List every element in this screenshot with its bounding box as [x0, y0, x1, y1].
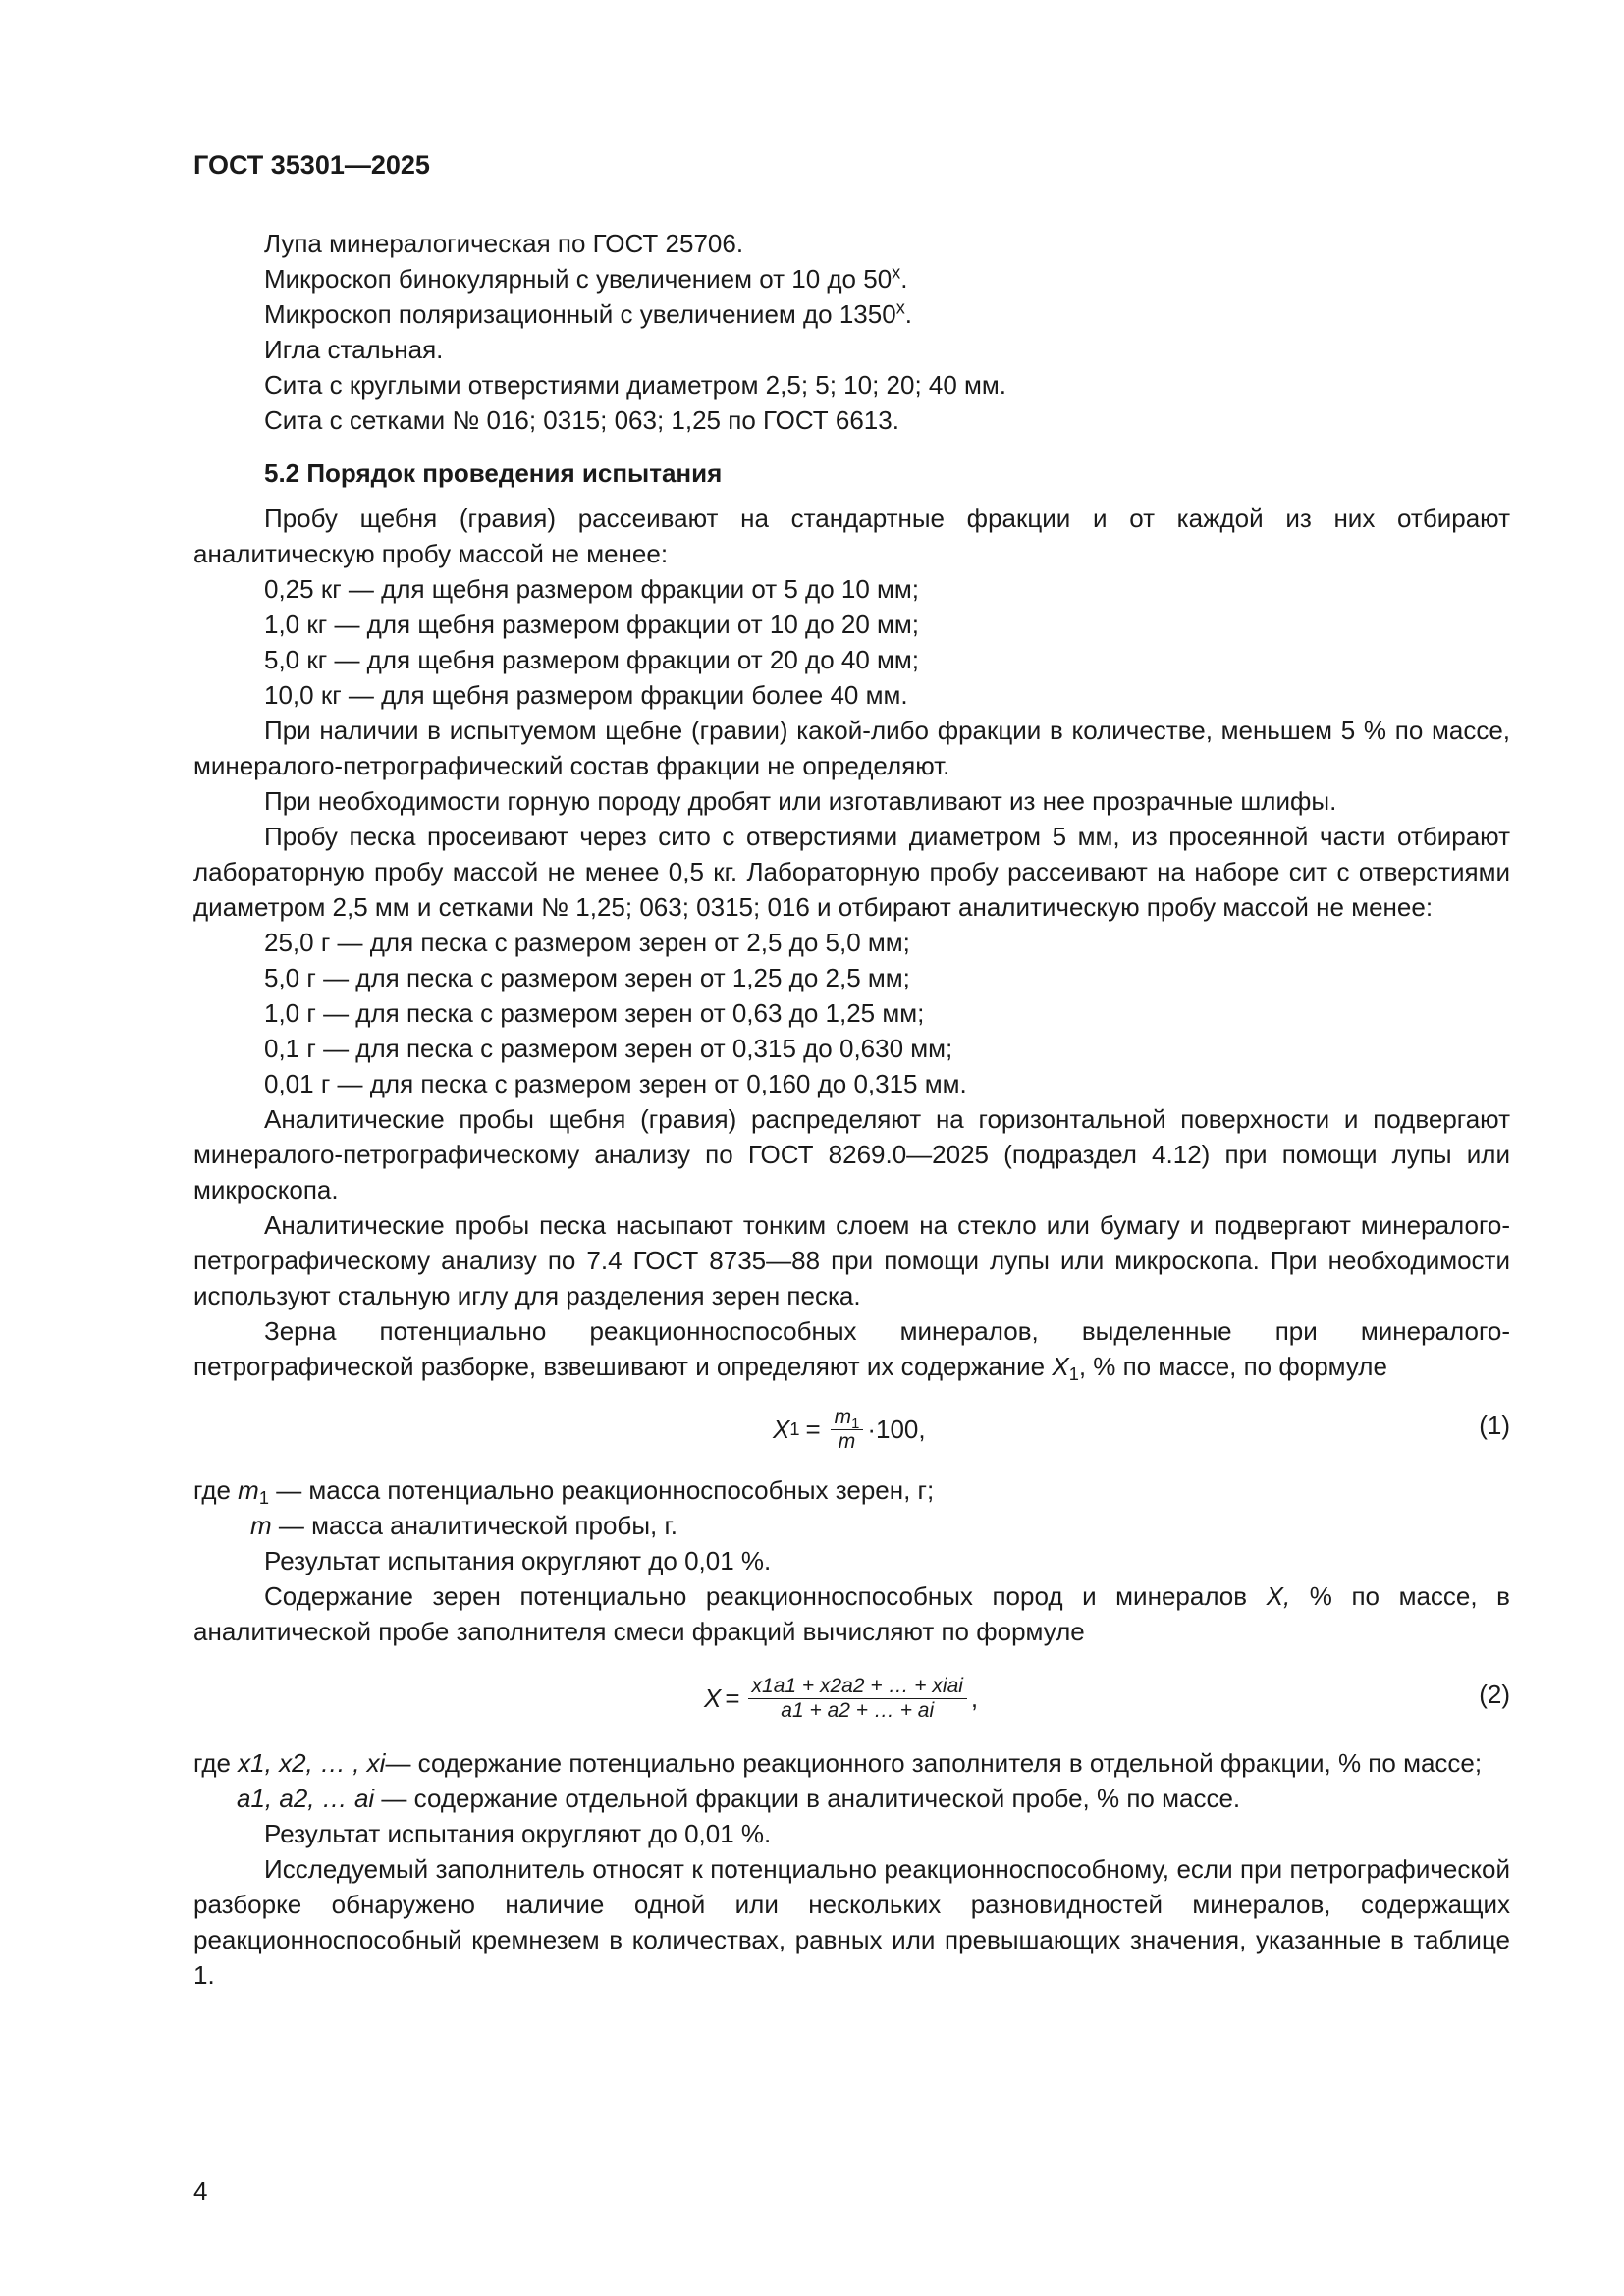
list-item: 10,0 кг — для щебня размером фракции более 40 мм.	[264, 680, 908, 710]
paragraph: Пробу песка просеивают через сито с отверстиями диаметром 5 мм, из просеянной части отбирают лабораторную пробу массой не менее 0,5 кг. Лабораторную пробу рассеивают на наборе сит с отверстиями диаметром 2,5 мм и сетками № 1,25; 063; 0315; 016 и отбирают аналитическую пробу массой не менее:	[193, 822, 1510, 922]
paragraph: При наличии в испытуемом щебне (гравии) какой-либо фракции в количестве, меньшем 5 % по массе, минералого-петрографический состав фракции не определяют.	[193, 716, 1510, 780]
formula-2-expression: X = $\frac{\text{x1a1 + x2a2 + … + xiai}}{a1 + a2 + \dots + ai}$ ,	[704, 1674, 979, 1722]
equipment-list	[193, 226, 1510, 438]
where-block-2	[193, 1745, 1510, 1816]
paragraph: Исследуемый заполнитель относят к потенциально реакционноспособному, если при петрографической разборке обнаружено наличие одной или нескольких разновидностей минералов, содержащих реакционноспособный кремнезем в количествах, равных или превышающих значения, указанные в таблице 1.	[193, 1854, 1510, 1990]
list-item: 5,0 кг — для щебня размером фракции от 20 до 40 мм;	[264, 645, 920, 674]
paragraph: Результат испытания округляют до 0,01 %.	[264, 1819, 772, 1848]
equipment-item: Лупа минералогическая по ГОСТ 25706.	[264, 229, 744, 258]
where-item: где $m_1$ — масса потенциально реакционноспособных зерен, г;	[193, 1475, 935, 1508]
list-item: 5,0 г — для песка с размером зерен от 1,25 до 2,5 мм;	[264, 963, 910, 992]
paragraph: Аналитические пробы песка насыпают тонким слоем на стекло или бумагу и подвергают минералого-петрографическому анализу по 7.4 ГОСТ 8735—88 при помощи лупы или микроскопа. При необходимости используют стальную иглу для разделения зерен песка.	[193, 1210, 1510, 1310]
equipment-item: Микроскоп бинокулярный с увеличением от 10 до 50$^x$.	[264, 262, 908, 294]
gravel-list	[193, 571, 1510, 713]
list-item: 1,0 г — для песка с размером зерен от 0,63 до 1,25 мм;	[264, 998, 925, 1028]
formula-1	[193, 1398, 1510, 1461]
list-item: 0,01 г — для песка с размером зерен от 0,160 до 0,315 мм.	[264, 1069, 967, 1098]
page-number: 4	[193, 2176, 208, 2206]
paragraph: Зерна потенциально реакционноспособных минералов, выделенные при минералого-петрографической разборке, взвешивают и определяют их содержание $X_1$, % по массе, по формуле	[193, 1316, 1510, 1384]
formula-2	[193, 1663, 1510, 1734]
equipment-item: Сита с сетками № 016; 0315; 063; 1,25 по ГОСТ 6613.	[264, 405, 899, 435]
where-block-1	[193, 1472, 1510, 1543]
fraction: $\frac{\text{x1a1 + x2a2 + … + xiai}}{a1 + a2 + \dots + ai}$	[748, 1675, 967, 1723]
formula-1-expression: X 1 = $\frac{m_1}{m}$ ·100,	[773, 1405, 926, 1453]
formula-number: (1)	[1479, 1411, 1510, 1440]
fraction: $\frac{m_1}{m}$	[831, 1406, 864, 1454]
section-title: 5.2 Порядок проведения испытания	[264, 458, 723, 488]
where-item: a1, a2, … ai — содержание отдельной фракции в аналитической пробе, % по массе.	[237, 1784, 1241, 1813]
equipment-item: Сита с круглыми отверстиями диаметром 2,5; 5; 10; 20; 40 мм.	[264, 370, 1007, 400]
paragraph: При необходимости горную породу дробят или изготавливают из нее прозрачные шлифы.	[264, 786, 1337, 816]
list-item: 25,0 г — для песка с размером зерен от 2,5 до 5,0 мм;	[264, 928, 910, 957]
list-item: 0,25 кг — для щебня размером фракции от 5 до 10 мм;	[264, 574, 920, 604]
formula-number: (2)	[1479, 1680, 1510, 1709]
equipment-item: Микроскоп поляризационный с увеличением до 1350$^x$.	[264, 297, 913, 329]
list-item: 1,0 кг — для щебня размером фракции от 10 до 20 мм;	[264, 610, 920, 639]
document-body	[193, 226, 1510, 1993]
paragraph: Содержание зерен потенциально реакционноспособных пород и минералов X, % по массе, в аналитической пробе заполнителя смеси фракций вычисляют по формуле	[193, 1581, 1510, 1646]
paragraph: Аналитические пробы щебня (гравия) распределяют на горизонтальной поверхности и подвергают минералого-петрографическому анализу по ГОСТ 8269.0—2025 (подраздел 4.12) при помощи лупы или микроскопа.	[193, 1104, 1510, 1204]
equipment-item: Игла стальная.	[264, 335, 444, 364]
paragraph: Результат испытания округляют до 0,01 %.	[264, 1546, 772, 1575]
where-item: m — масса аналитической пробы, г.	[250, 1511, 677, 1540]
document-header: ГОСТ 35301—2025	[193, 150, 430, 180]
where-item: где x1, x2, … , xi — содержание потенциально реакционного заполнителя в отдельной фракции, % по массе;	[193, 1748, 1483, 1778]
list-item: 0,1 г — для песка с размером зерен от 0,315 до 0,630 мм;	[264, 1034, 953, 1063]
paragraph: Пробу щебня (гравия) рассеивают на стандартные фракции и от каждой из них отбирают аналитическую пробу массой не менее:	[193, 504, 1510, 568]
sand-list	[193, 925, 1510, 1101]
